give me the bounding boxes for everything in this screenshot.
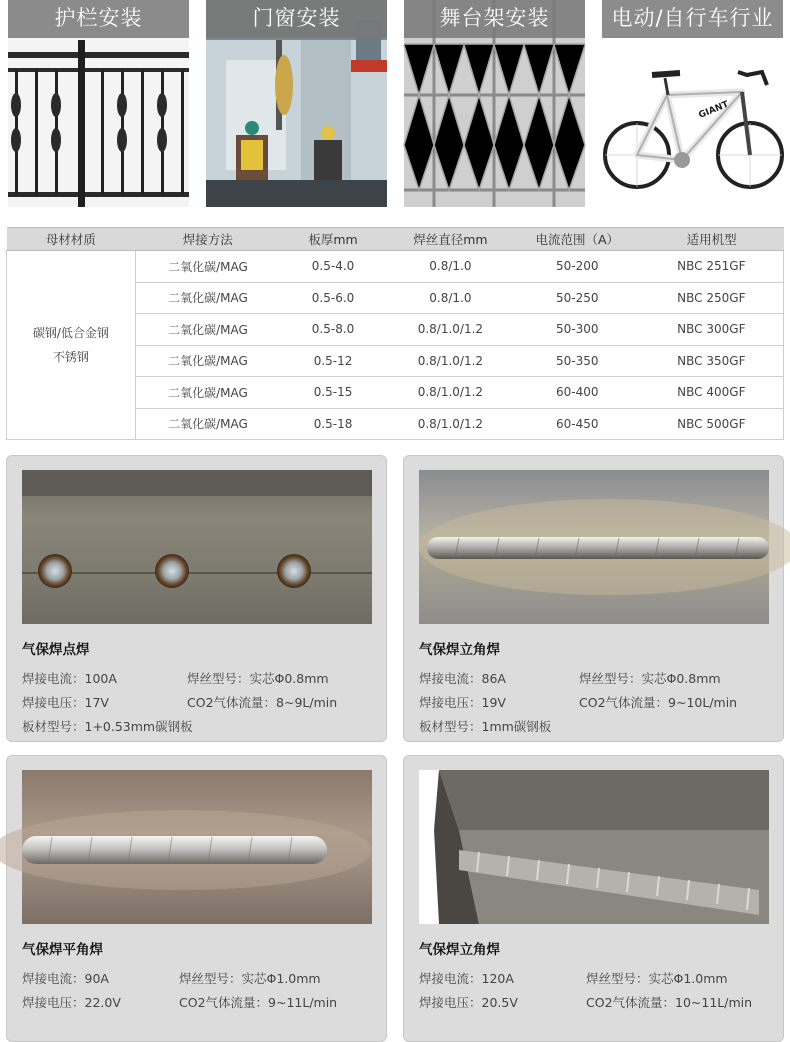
table-cell: 50-200 [515, 251, 640, 283]
banner-caption: 舞台架安装 [404, 0, 585, 38]
weld-current: 焊接电流：100A [22, 671, 117, 686]
svg-text:GIANT: GIANT [697, 99, 731, 121]
plate-model: 板材型号：1mm碳钢板 [419, 719, 552, 734]
spot-weld-photo [22, 470, 372, 624]
table-cell: NBC 500GF [640, 408, 784, 440]
column-header: 母材材质 [7, 228, 136, 251]
sample-title: 气保焊平角焊 [22, 942, 103, 958]
sample-card-spot-weld [6, 455, 387, 742]
table-cell: 0.8/1.0/1.2 [386, 408, 515, 440]
wire-model: 焊丝型号：实芯Φ1.0mm [179, 971, 321, 986]
table-cell: 0.8/1.0/1.2 [386, 345, 515, 377]
wire-model: 焊丝型号：实芯Φ1.0mm [586, 971, 728, 986]
plate-model: 板材型号：1+0.53mm碳钢板 [22, 719, 193, 734]
column-header: 焊丝直径mm [386, 228, 515, 251]
banner-stage-truss [404, 0, 585, 207]
sample-title: 气保焊立角焊 [419, 642, 500, 658]
sample-card-vertical-fillet-2 [403, 755, 784, 1042]
table-cell: 0.8/1.0 [386, 282, 515, 314]
table-cell: 0.8/1.0/1.2 [386, 314, 515, 346]
column-header: 电流范围（A） [515, 228, 640, 251]
column-header: 焊接方法 [135, 228, 280, 251]
table-cell: 二氧化碳/MAG [135, 251, 280, 283]
table-cell: 0.5-12 [280, 345, 386, 377]
table-header-row [7, 228, 784, 251]
vertical-fillet-photo [419, 470, 769, 624]
table-cell: 0.5-4.0 [280, 251, 386, 283]
table-cell: 0.5-18 [280, 408, 386, 440]
banner-caption: 门窗安装 [206, 0, 387, 38]
weld-voltage: 焊接电压：20.5V [419, 995, 518, 1010]
table-cell: 0.5-8.0 [280, 314, 386, 346]
wire-model: 焊丝型号：实芯Φ0.8mm [187, 671, 329, 686]
weld-voltage: 焊接电压：19V [419, 695, 506, 710]
weld-voltage: 焊接电压：17V [22, 695, 109, 710]
table-cell: NBC 300GF [640, 314, 784, 346]
table-cell: 二氧化碳/MAG [135, 314, 280, 346]
table-cell: 60-450 [515, 408, 640, 440]
table-cell: 0.5-15 [280, 377, 386, 409]
column-header: 适用机型 [640, 228, 784, 251]
table-cell: 0.8/1.0 [386, 251, 515, 283]
table-cell: NBC 400GF [640, 377, 784, 409]
material-line: 不锈钢 [52, 350, 89, 364]
base-material-cell [7, 251, 136, 440]
table-cell: NBC 250GF [640, 282, 784, 314]
table-cell: 50-250 [515, 282, 640, 314]
gas-flow: CO2气体流量：9~10L/min [579, 695, 738, 710]
banner-railing [8, 0, 189, 207]
table-cell: 二氧化碳/MAG [135, 377, 280, 409]
gas-flow: CO2气体流量：10~11L/min [586, 995, 753, 1010]
banner-window-install [206, 0, 387, 207]
banner-caption: 护栏安装 [8, 0, 189, 38]
table-cell: 50-350 [515, 345, 640, 377]
vertical-fillet-2-photo [419, 770, 769, 924]
table-cell: 0.8/1.0/1.2 [386, 377, 515, 409]
table-cell: NBC 251GF [640, 251, 784, 283]
material-line: 碳钢/低合金钢 [32, 326, 109, 340]
weld-current: 焊接电流：120A [419, 971, 514, 986]
welding-spec-table [6, 227, 784, 440]
sample-card-flat-fillet [6, 755, 387, 1042]
gas-flow: CO2气体流量：8~9L/min [187, 695, 338, 710]
weld-voltage: 焊接电压：22.0V [22, 995, 121, 1010]
banner-bicycle [602, 0, 783, 207]
table-cell: 二氧化碳/MAG [135, 345, 280, 377]
column-header: 板厚mm [280, 228, 386, 251]
wire-model: 焊丝型号：实芯Φ0.8mm [579, 671, 721, 686]
banner-caption: 电动/自行车行业 [602, 0, 783, 38]
flat-fillet-photo [22, 770, 372, 924]
weld-current: 焊接电流：86A [419, 671, 506, 686]
table-cell: 二氧化碳/MAG [135, 408, 280, 440]
sample-title: 气保焊立角焊 [419, 942, 500, 958]
table-cell: 二氧化碳/MAG [135, 282, 280, 314]
application-banner [0, 0, 790, 210]
table-row [7, 251, 784, 283]
table-cell: 60-400 [515, 377, 640, 409]
weld-current: 焊接电流：90A [22, 971, 109, 986]
sample-title: 气保焊点焊 [22, 642, 90, 658]
gas-flow: CO2气体流量：9~11L/min [179, 995, 338, 1010]
sample-card-vertical-fillet [403, 455, 784, 742]
table-cell: NBC 350GF [640, 345, 784, 377]
table-cell: 0.5-6.0 [280, 282, 386, 314]
table-cell: 50-300 [515, 314, 640, 346]
